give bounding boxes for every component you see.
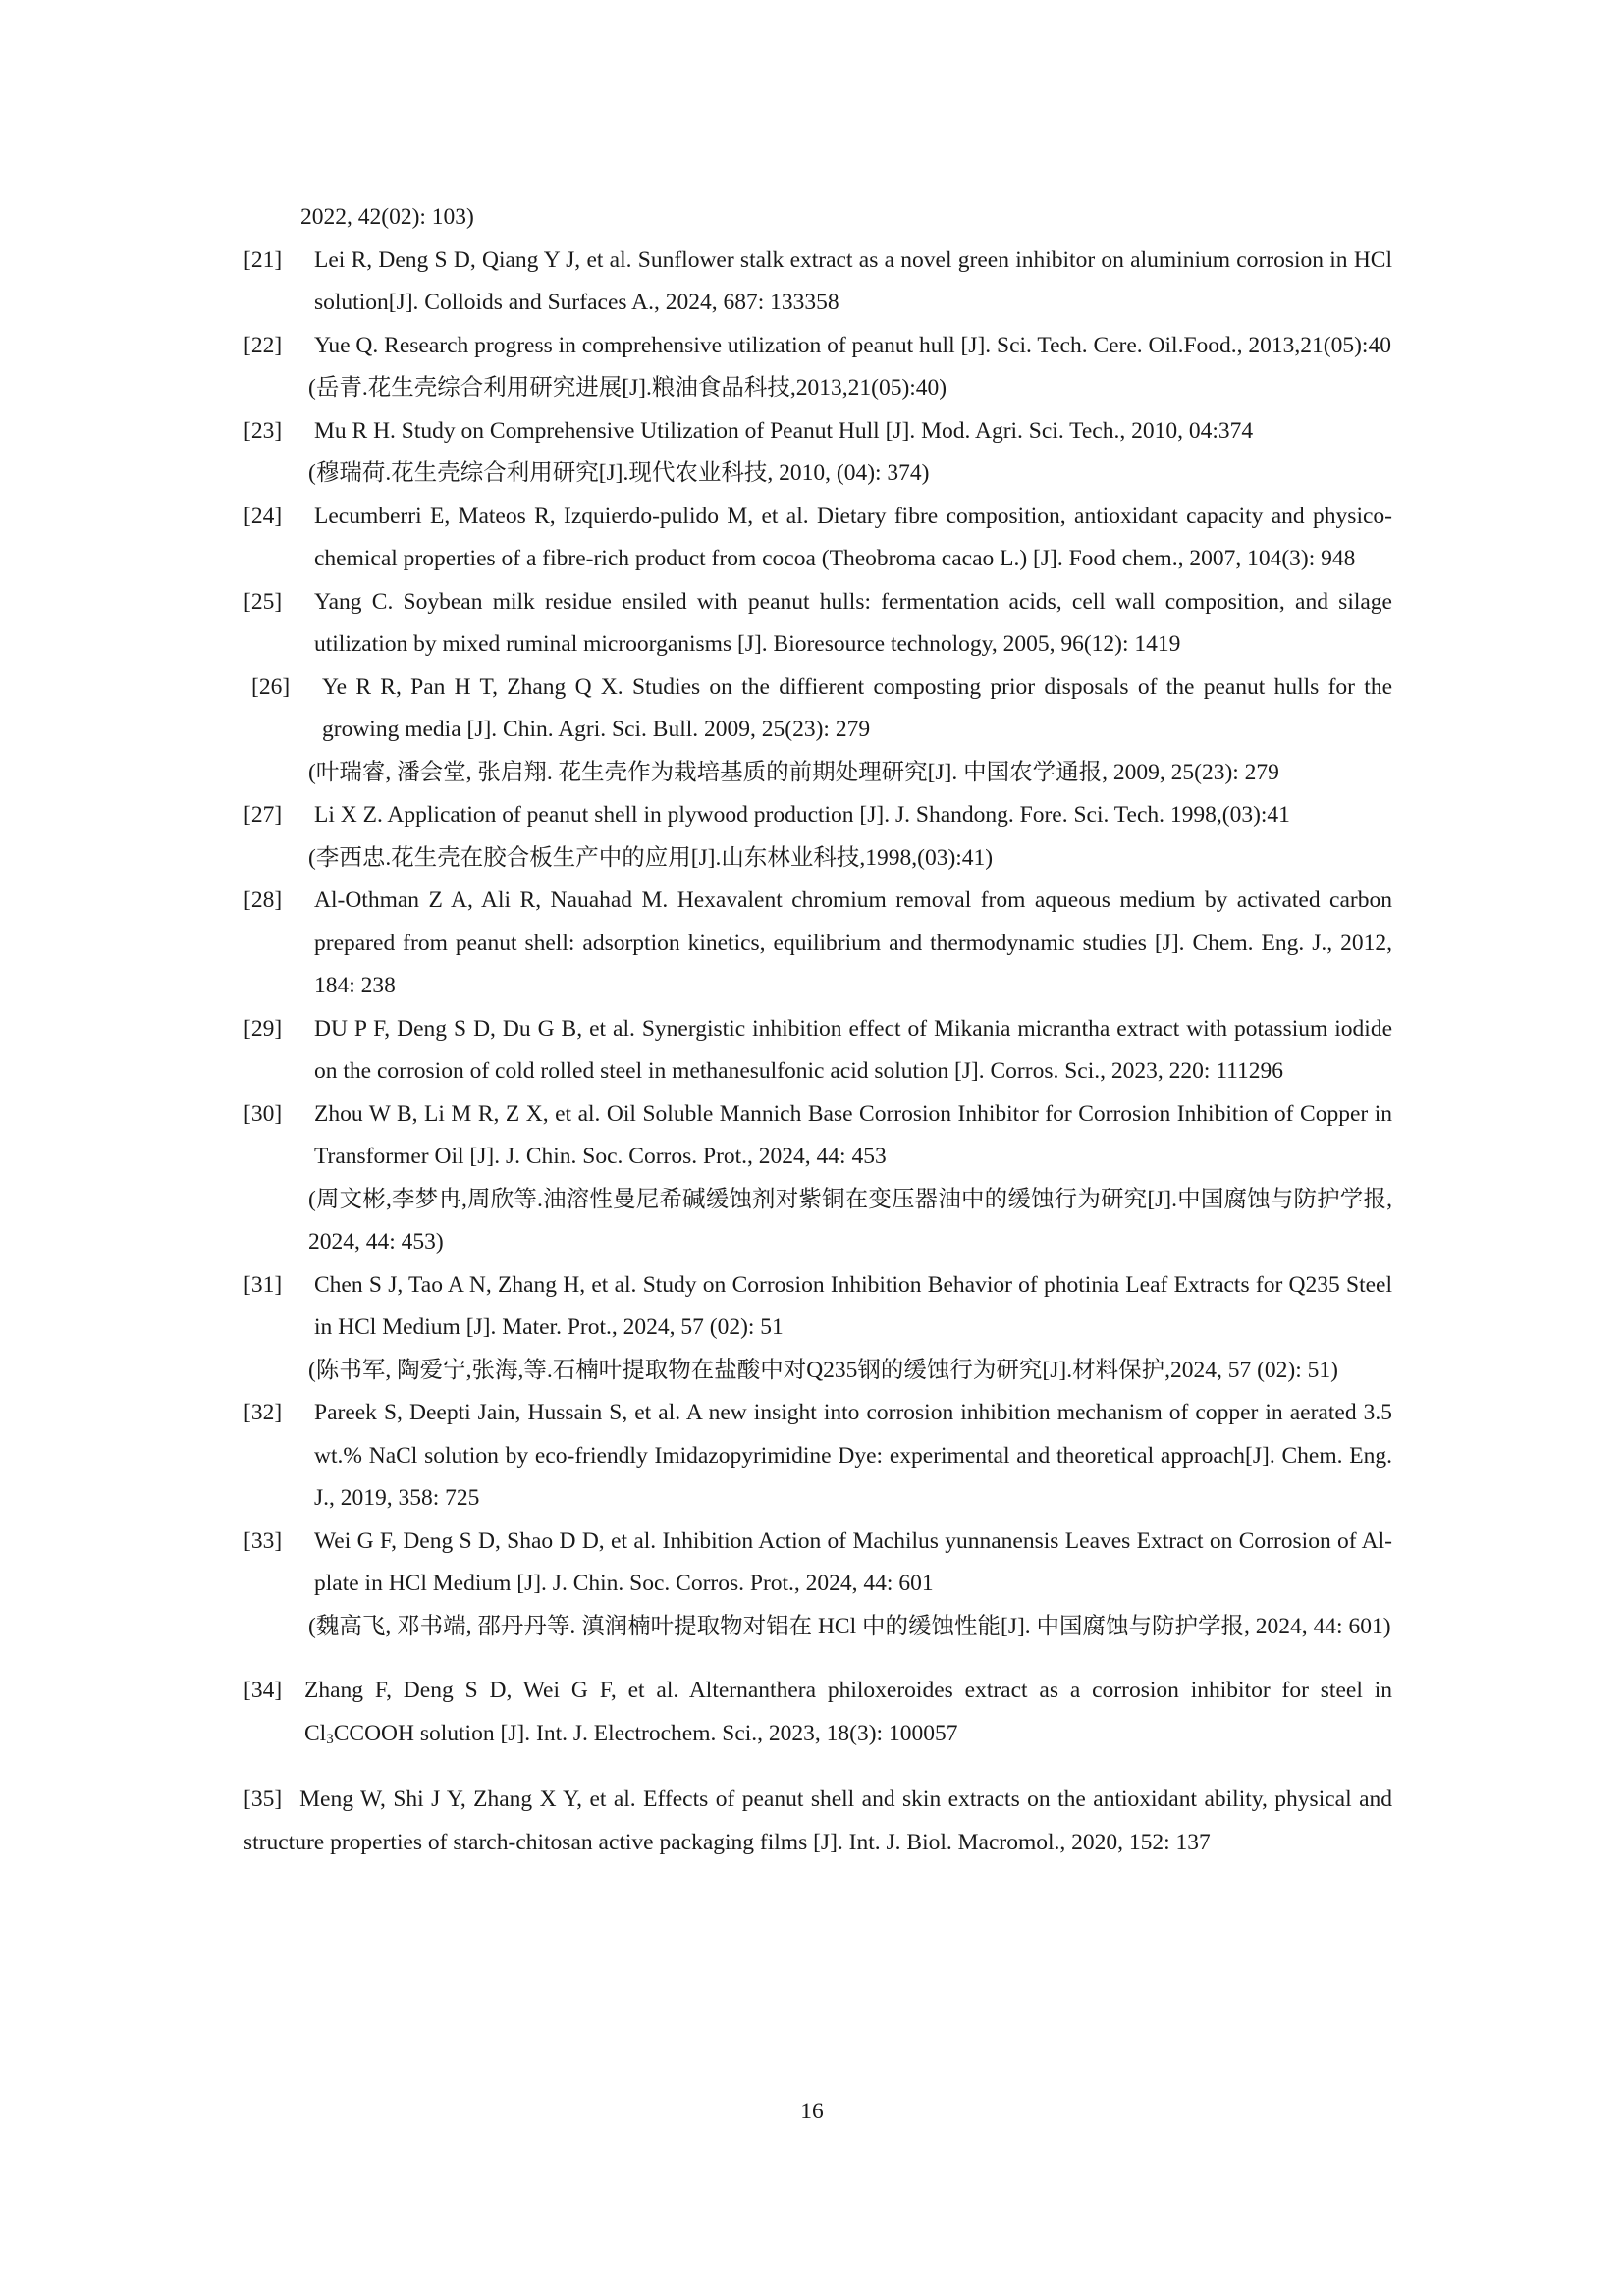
reference-number: [27] <box>244 802 283 828</box>
reference-chinese-text: (陈书军, 陶爱宁,张海,等.石楠叶提取物在盐酸中对Q235钢的缓蚀行为研究[J].材料保护,2024, 57 (02): 51) <box>308 1357 1338 1383</box>
reference-number: [35] <box>244 1787 283 1812</box>
reference-number: [30] <box>244 1100 283 1127</box>
reference-number: [32] <box>244 1400 283 1425</box>
reference-text: Al-Othman Z A, Ali R, Nauahad M. Hexavalent chromium removal from aqueous medium by activated carbon prepared from peanut shell: adsorption kinetics, equilibrium and thermodynamic studies [J]. Chem. Eng. J., 2012, 184: 238 <box>314 887 1392 998</box>
reference-number: [33] <box>244 1527 283 1554</box>
reference-item-25 <box>244 581 1392 667</box>
reference-text: Ye R R, Pan H T, Zhang Q X. Studies on the diffierent composting prior disposals of the peanut hulls for the growing media [J]. Chin. Agri. Sci. Bull. 2009, 25(23): 279 <box>322 673 1392 742</box>
reference-item-29 <box>244 1008 1392 1094</box>
reference-chinese-text: (李西忠.花生壳在胶合板生产中的应用[J].山东林业科技,1998,(03):41) <box>308 844 994 871</box>
reference-item-31 <box>244 1264 1392 1393</box>
reference-text: Zhang F, Deng S D, Wei G F, et al. Alternanthera philoxeroides extract as a corrosion inhibitor for steel in $Cl_3CCOOH$ solution [J]. Int. J. Electrochem. Sci., 2023, 18(3): 100057 <box>304 1678 1392 1747</box>
reference-item-34 <box>244 1670 1392 1761</box>
reference-text: DU P F, Deng S D, Du G B, et al. Synergistic inhibition effect of Mikania micrantha extract with potassium iodide on the corrosion of cold rolled steel in methanesulfonic acid solution [J]. Corros. Sci., 2023, 220: 111296 <box>314 1015 1392 1084</box>
reference-item-23 <box>244 410 1392 496</box>
reference-number: [26] <box>251 673 291 700</box>
reference-text: Pareek S, Deepti Jain, Hussain S, et al. A new insight into corrosion inhibition mechanism of copper in aerated 3.5 wt.% NaCl solution by eco-friendly Imidazopyrimidine Dye: experimental and theoretical approach[J]. Chem. Eng. J., 2019, 358: 725 <box>314 1400 1392 1511</box>
reference-chinese-text: (魏高飞, 邓书端, 邵丹丹等. 滇润楠叶提取物对铝在 HCl 中的缓蚀性能[J]. 中国腐蚀与防护学报, 2024, 44: 601) <box>308 1613 1391 1639</box>
reference-item-24 <box>244 496 1392 581</box>
reference-item-27 <box>244 794 1392 880</box>
subscript: 3 <box>326 1731 334 1747</box>
reference-chinese-text: (穆瑞荷.花生壳综合利用研究[J].现代农业科技, 2010, (04): 374) <box>308 460 930 486</box>
reference-number: [23] <box>244 417 283 444</box>
reference-text: Meng W, Shi J Y, Zhang X Y, et al. Effects of peanut shell and skin extracts on the antioxidant ability, physical and structure properties of starch-chitosan active packaging films [J]. Int. J. Biol. Macromol., 2020, 152: 137 <box>244 1787 1392 1855</box>
reference-item-22 <box>244 325 1392 410</box>
reference-continuation: 2022, 42(02): 103) <box>300 204 474 230</box>
reference-number: [28] <box>244 887 283 913</box>
reference-text: Yang C. Soybean milk residue ensiled with peanut hulls: fermentation acids, cell wall composition, and silage utilization by mixed ruminal microorganisms [J]. Bioresource technology, 2005, 96(12): 1419 <box>314 588 1392 657</box>
reference-chinese-text: (岳青.花生壳综合利用研究进展[J].粮油食品科技,2013,21(05):40) <box>308 375 947 400</box>
reference-number: [21] <box>244 246 283 273</box>
page-number: 16 <box>800 2099 824 2124</box>
reference-item-26 <box>244 667 1392 795</box>
reference-text: Yue Q. Research progress in comprehensive utilization of peanut hull [J]. Sci. Tech. Cere. Oil.Food., 2013,21(05):40 <box>314 332 1391 358</box>
reference-chinese-text: (叶瑞睿, 潘会堂, 张启翔. 花生壳作为栽培基质的前期处理研究[J]. 中国农学通报, 2009, 25(23): 279 <box>308 759 1279 785</box>
reference-number: [34] <box>244 1678 283 1703</box>
reference-text: Wei G F, Deng S D, Shao D D, et al. Inhibition Action of Machilus yunnanensis Leaves Extract on Corrosion of Al-plate in HCl Medium [J]. J. Chin. Soc. Corros. Prot., 2024, 44: 601 <box>314 1527 1392 1596</box>
reference-text: Lei R, Deng S D, Qiang Y J, et al. Sunflower stalk extract as a novel green inhibitor on aluminium corrosion in HCl solution[J]. Colloids and Surfaces A., 2024, 687: 133358 <box>314 246 1392 315</box>
reference-item-32 <box>244 1392 1392 1521</box>
reference-chinese-text: (周文彬,李梦冉,周欣等.油溶性曼尼希碱缓蚀剂对紫铜在变压器油中的缓蚀行为研究[J].中国腐蚀与防护学报, 2024, 44: 453) <box>308 1186 1392 1255</box>
reference-text: Lecumberri E, Mateos R, Izquierdo-pulido M, et al. Dietary fibre composition, antioxidant capacity and physico-chemical properties of a fibre-rich product from cocoa (Theobroma cacao L.) [J]. Food chem., 2007, 104(3): 948 <box>314 503 1392 571</box>
reference-number: [25] <box>244 588 283 614</box>
reference-number: [29] <box>244 1015 283 1041</box>
reference-item-21 <box>244 240 1392 325</box>
reference-number: [31] <box>244 1271 283 1298</box>
reference-item-28 <box>244 880 1392 1008</box>
reference-item-35 <box>244 1779 1392 1864</box>
reference-number: [22] <box>244 332 283 358</box>
reference-text: Zhou W B, Li M R, Z X, et al. Oil Soluble Mannich Base Corrosion Inhibitor for Corrosion Inhibition of Copper in Transformer Oil [J]. J. Chin. Soc. Corros. Prot., 2024, 44: 453 <box>314 1100 1392 1169</box>
reference-item-30 <box>244 1094 1392 1264</box>
reference-list <box>244 196 1392 1864</box>
reference-text: Li X Z. Application of peanut shell in plywood production [J]. J. Shandong. Fore. Sci. Tech. 1998,(03):41 <box>314 802 1290 828</box>
reference-item-33 <box>244 1521 1392 1649</box>
reference-text: Mu R H. Study on Comprehensive Utilization of Peanut Hull [J]. Mod. Agri. Sci. Tech., 2010, 04:374 <box>314 417 1254 444</box>
reference-text: Chen S J, Tao A N, Zhang H, et al. Study on Corrosion Inhibition Behavior of photinia Leaf Extracts for Q235 Steel in HCl Medium [J]. Mater. Prot., 2024, 57 (02): 51 <box>314 1271 1392 1340</box>
reference-number: [24] <box>244 503 283 529</box>
